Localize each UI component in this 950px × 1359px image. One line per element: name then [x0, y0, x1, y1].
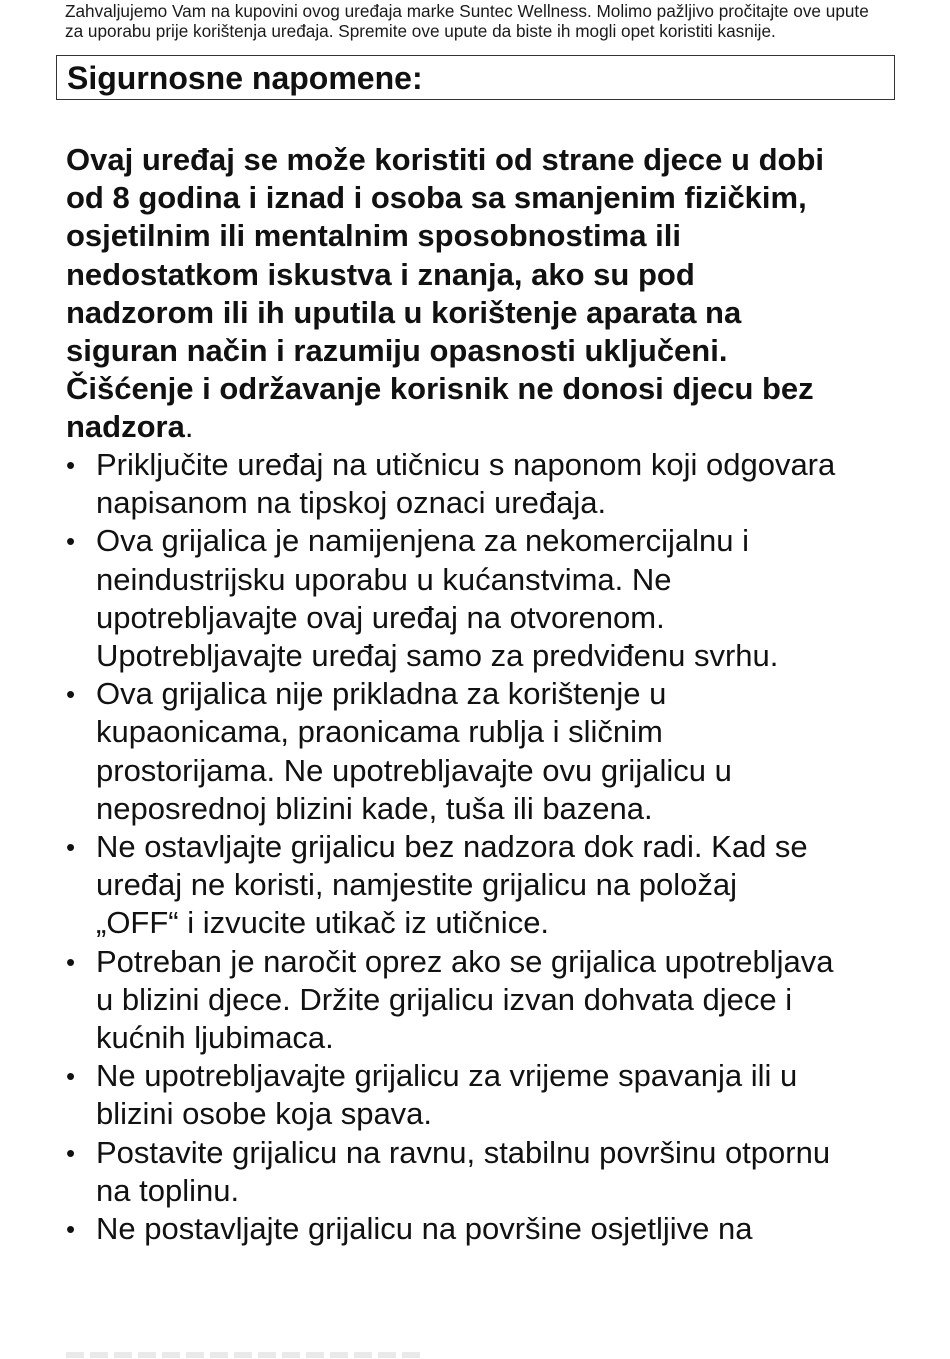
safety-bullet-item [66, 522, 916, 675]
safety-bullet-item [66, 446, 916, 522]
warning-line: od 8 godina i iznad i osoba sa smanjenim fizičkim, [66, 180, 807, 216]
bullet-text-line: uređaj ne koristi, namjestite grijalicu na položaj [96, 867, 737, 903]
bullet-text-line: Postavite grijalicu na ravnu, stabilnu površinu otpornu [96, 1134, 831, 1170]
warning-period: . [184, 409, 194, 445]
warning-line: osjetilnim ili mentalnim sposobnostima ili [66, 218, 681, 254]
safety-bullet-item [66, 943, 916, 1058]
warning-line: siguran način i razumiju opasnosti uključeni. [66, 333, 728, 369]
safety-bullet-item [66, 1210, 916, 1248]
child-safety-warning [66, 141, 906, 447]
bullet-text-line: Ova grijalica nije prikladna za korištenje u [96, 676, 667, 712]
safety-bullet-list [66, 446, 916, 1248]
warning-line: Ovaj uređaj se može koristiti od strane djece u dobi [66, 142, 824, 177]
bullet-text-line: Priključite uređaj na utičnicu s naponom koji odgovara [96, 447, 836, 482]
bullet-text-line: neposrednoj blizini kade, tuša ili bazena. [96, 790, 653, 826]
bullet-text-line: prostorijama. Ne upotrebljavajte ovu grijalicu u [96, 752, 732, 788]
page-bottom-bleed [66, 1352, 426, 1358]
bullet-dot-icon: • [66, 1137, 76, 1168]
bullet-dot-icon: • [66, 679, 76, 710]
bullet-text-line: u blizini djece. Držite grijalicu izvan dohvata djece i [96, 981, 793, 1017]
bullet-dot-icon: • [66, 832, 76, 863]
bullet-text-line: Ne upotrebljavajte grijalicu za vrijeme spavanja ili u [96, 1058, 798, 1094]
bullet-text-line: blizini osobe koja spava. [96, 1096, 433, 1132]
bullet-dot-icon: • [66, 946, 76, 977]
warning-line: nedostatkom iskustva i znanja, ako su pod [66, 256, 695, 292]
bullet-dot-icon: • [66, 450, 76, 480]
safety-bullet-item [66, 828, 916, 943]
bullet-dot-icon: • [66, 1061, 76, 1092]
warning-last-word: nadzora [66, 409, 185, 445]
bullet-text-line: kupaonicama, praonicama rublja i sličnim [96, 714, 663, 750]
safety-bullet-item [66, 1134, 916, 1210]
safety-heading: Sigurnosne napomene: [67, 60, 423, 96]
bullet-dot-icon: • [66, 1214, 76, 1245]
bullet-text-line: Potreban je naročit oprez ako se grijalica upotrebljava [96, 943, 834, 979]
bullet-text-line: Ova grijalica je namijenjena za nekomercijalnu i [96, 523, 750, 559]
safety-heading-box [56, 55, 895, 100]
intro-line: Zahvaljujemo Vam na kupovini ovog uređaja marke Suntec Wellness. Molimo pažljivo pročitajte ove upute [65, 1, 869, 21]
bullet-text-line: Ne postavljajte grijalicu na površine osjetljive na [96, 1211, 753, 1247]
bullet-text-line: upotrebljavajte ovaj uređaj na otvorenom. [96, 599, 665, 635]
bullet-text-line: kućnih ljubimaca. [96, 1020, 334, 1056]
bullet-text-line: neindustrijsku uporabu u kućanstvima. Ne [96, 561, 672, 597]
intro-line: za uporabu prije korištenja uređaja. Spremite ove upute da biste ih mogli opet koristiti kasnije. [65, 20, 776, 41]
safety-bullet-item [66, 675, 916, 828]
warning-line: Čišćenje i održavanje korisnik ne donosi djecu bez [66, 371, 814, 407]
bullet-text-line: Upotrebljavajte uređaj samo za predviđenu svrhu. [96, 638, 779, 674]
intro-paragraph [65, 2, 895, 41]
safety-bullet-item [66, 1057, 916, 1133]
bullet-text-line: na toplinu. [96, 1172, 240, 1208]
bullet-text-line: Ne ostavljajte grijalicu bez nadzora dok radi. Kad se [96, 829, 808, 865]
warning-line [66, 408, 906, 446]
bullet-dot-icon: • [66, 526, 76, 557]
warning-line: nadzorom ili ih uputila u korištenje aparata na [66, 294, 742, 330]
bullet-text-line: napisanom na tipskoj oznaci uređaja. [96, 485, 607, 521]
bullet-text-line: „OFF“ i izvucite utikač iz utičnice. [96, 905, 550, 941]
